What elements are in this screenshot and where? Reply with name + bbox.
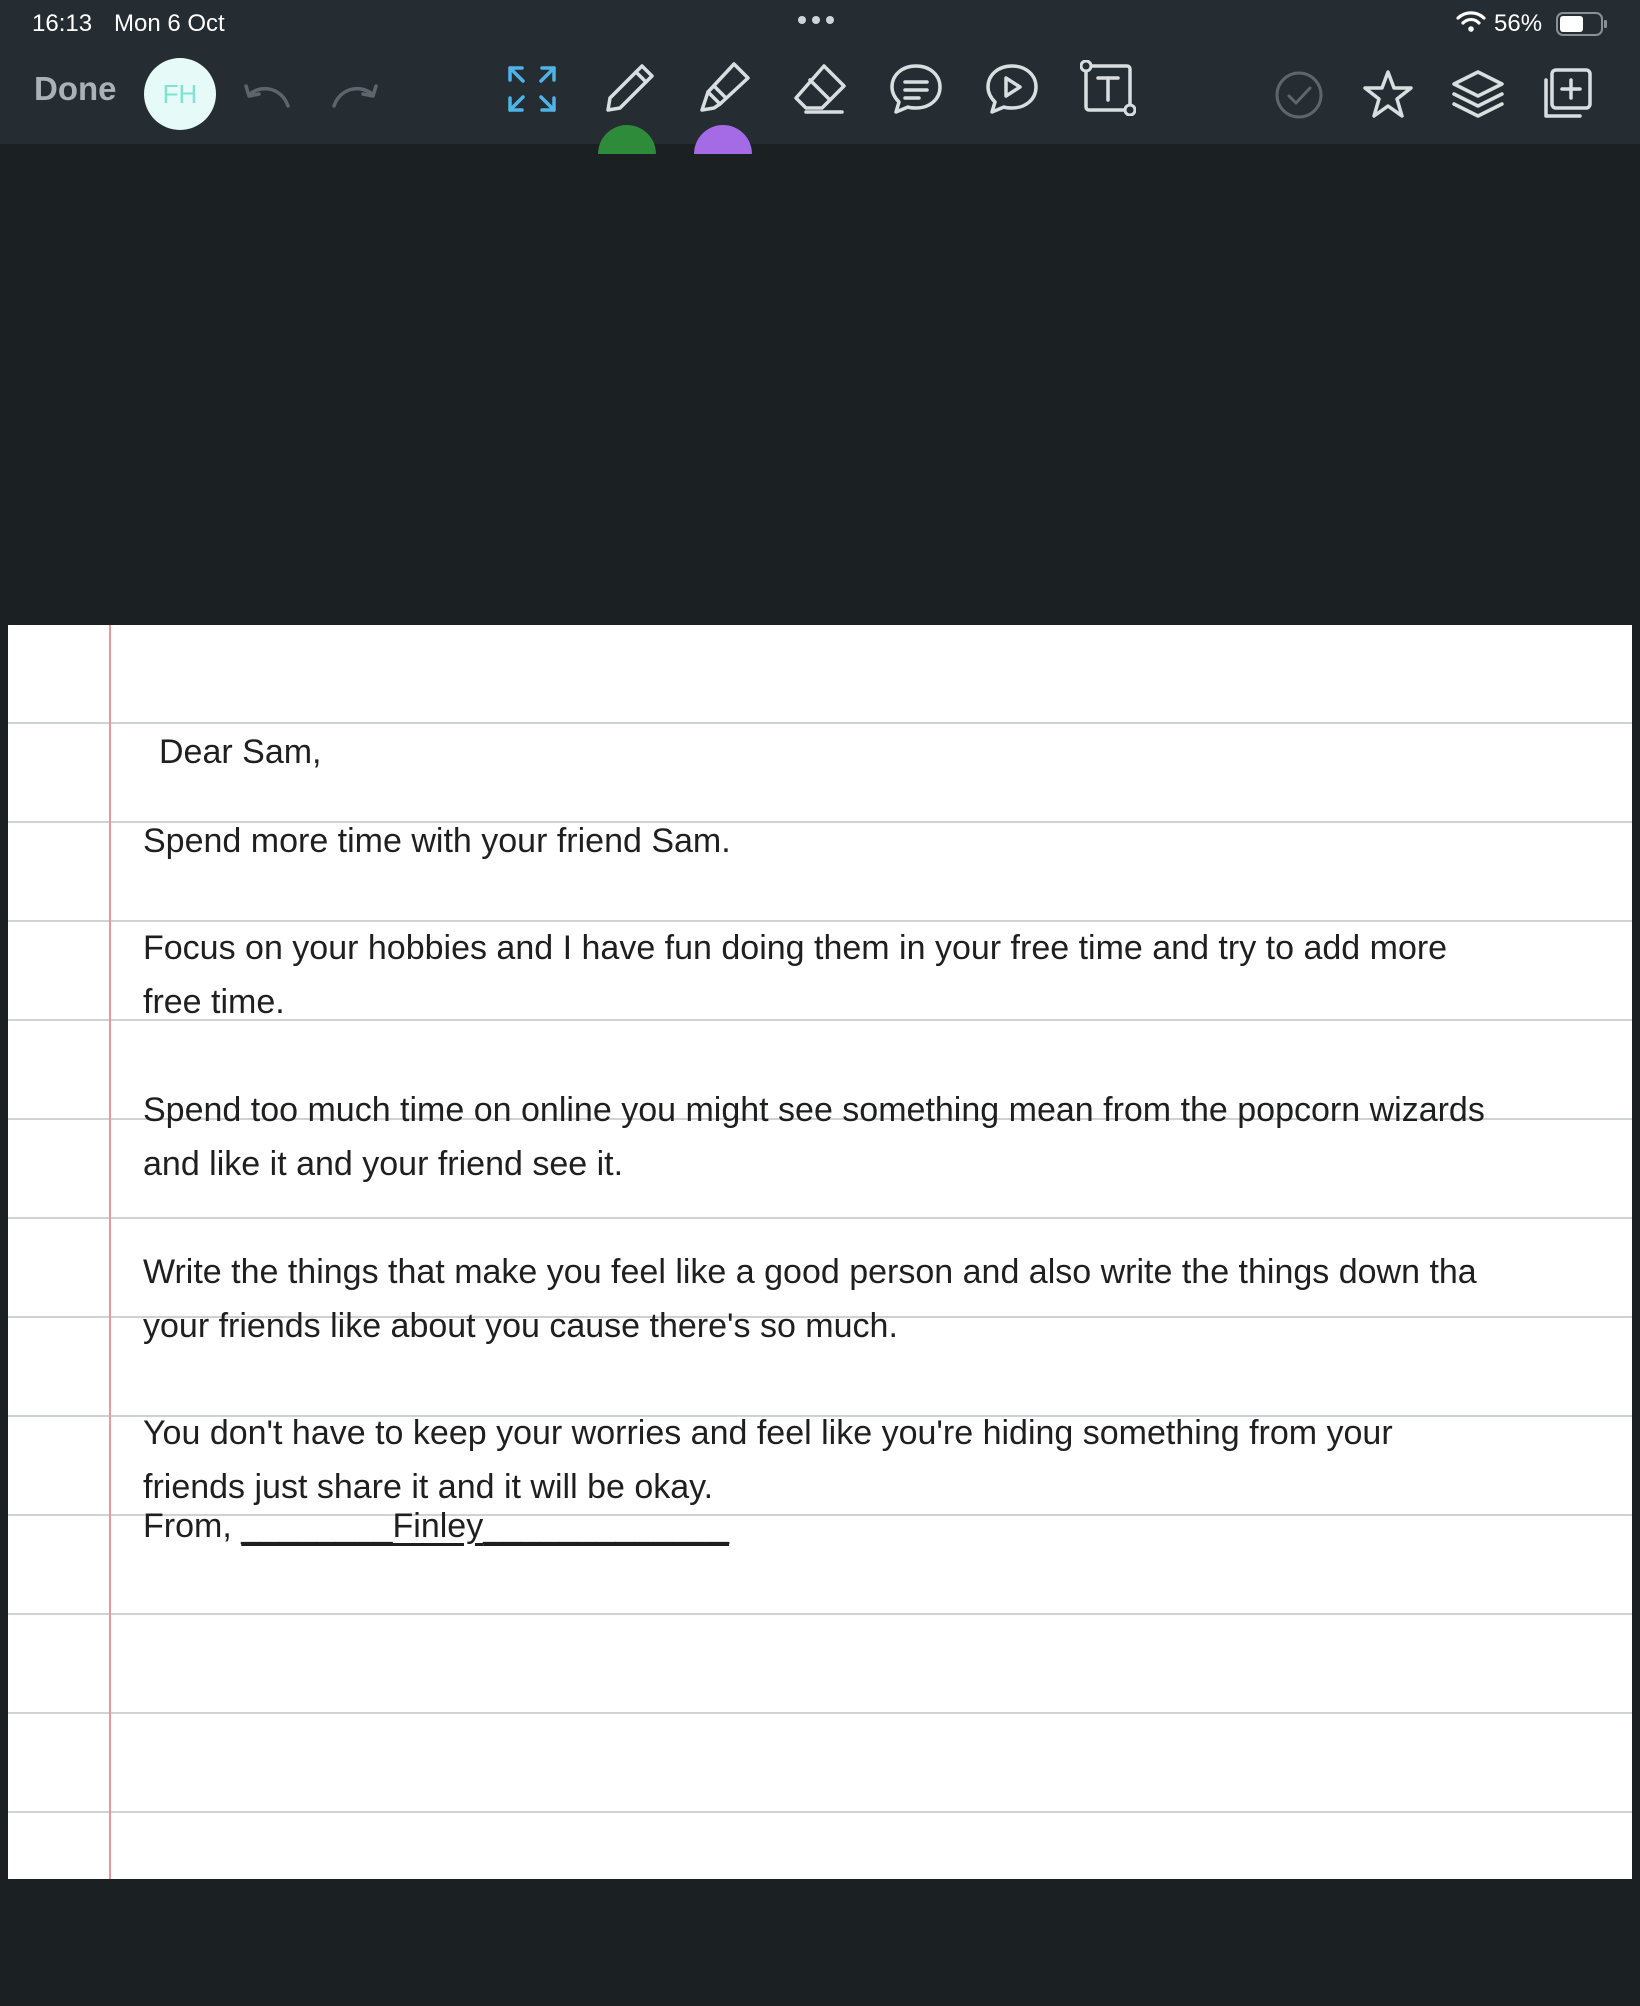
pen-icon[interactable]: [602, 60, 658, 116]
redo-icon[interactable]: [330, 78, 380, 112]
lined-paper-page[interactable]: [8, 625, 1632, 1879]
letter-line: and like it and your friend see it.: [143, 1145, 624, 1183]
text-box-icon[interactable]: [1080, 60, 1136, 116]
pen-color-swatch[interactable]: [598, 124, 656, 154]
media-play-icon[interactable]: [984, 62, 1040, 116]
letter-line: Spend more time with your friend Sam.: [143, 822, 731, 860]
letter-paragraph-5: [143, 1406, 1632, 1514]
signoff-blank-after: _____________: [483, 1507, 730, 1545]
status-date: Mon 6 Oct: [114, 10, 225, 37]
layers-icon[interactable]: [1450, 68, 1506, 122]
battery-percentage: 56%: [1494, 10, 1543, 37]
margin-line: [109, 625, 111, 1879]
signoff-blank-before: ________: [241, 1507, 393, 1545]
comment-icon[interactable]: [888, 62, 944, 116]
checkmark-circle-icon[interactable]: [1274, 70, 1324, 120]
letter-paragraph-4: [143, 1245, 1632, 1353]
add-page-icon[interactable]: [1538, 66, 1594, 122]
letter-line: free time.: [143, 983, 285, 1021]
undo-icon[interactable]: [242, 78, 292, 112]
letter-line: your friends like about you cause there's so much.: [143, 1307, 898, 1345]
star-icon[interactable]: [1360, 68, 1416, 122]
battery-icon: [1556, 12, 1608, 41]
highlighter-icon[interactable]: [696, 60, 752, 116]
signoff-label: From,: [143, 1507, 232, 1545]
letter-line: Write the things that make you feel like a good person and also write the things down tha: [143, 1253, 1477, 1291]
avatar-initials: FH: [162, 78, 198, 109]
letter-paragraph-2: [143, 921, 1632, 1029]
wifi-icon: [1456, 10, 1486, 37]
eraser-icon[interactable]: [792, 62, 848, 116]
letter-paragraph-3: [143, 1083, 1632, 1191]
avatar[interactable]: [144, 58, 216, 130]
status-time: 16:13: [32, 10, 93, 37]
multitasking-menu-icon[interactable]: [798, 16, 834, 24]
letter-greeting: Dear Sam,: [159, 733, 322, 771]
highlighter-color-swatch[interactable]: [694, 124, 752, 154]
done-button[interactable]: Done: [34, 70, 117, 107]
top-toolbar: [0, 0, 1640, 145]
letter-paragraph-1: [143, 814, 1632, 868]
letter-line: Spend too much time on online you might see something mean from the popcorn wizards: [143, 1091, 1485, 1129]
letter-line: Focus on your hobbies and I have fun doing them in your free time and try to add more: [143, 929, 1448, 967]
fullscreen-icon[interactable]: [506, 64, 558, 114]
letter-line: friends just share it and it will be okay.: [143, 1468, 714, 1506]
signoff-name: Finley: [392, 1507, 484, 1545]
letter-line: You don't have to keep your worries and feel like you're hiding something from your: [143, 1414, 1393, 1452]
letter-signoff: [143, 1507, 729, 1546]
